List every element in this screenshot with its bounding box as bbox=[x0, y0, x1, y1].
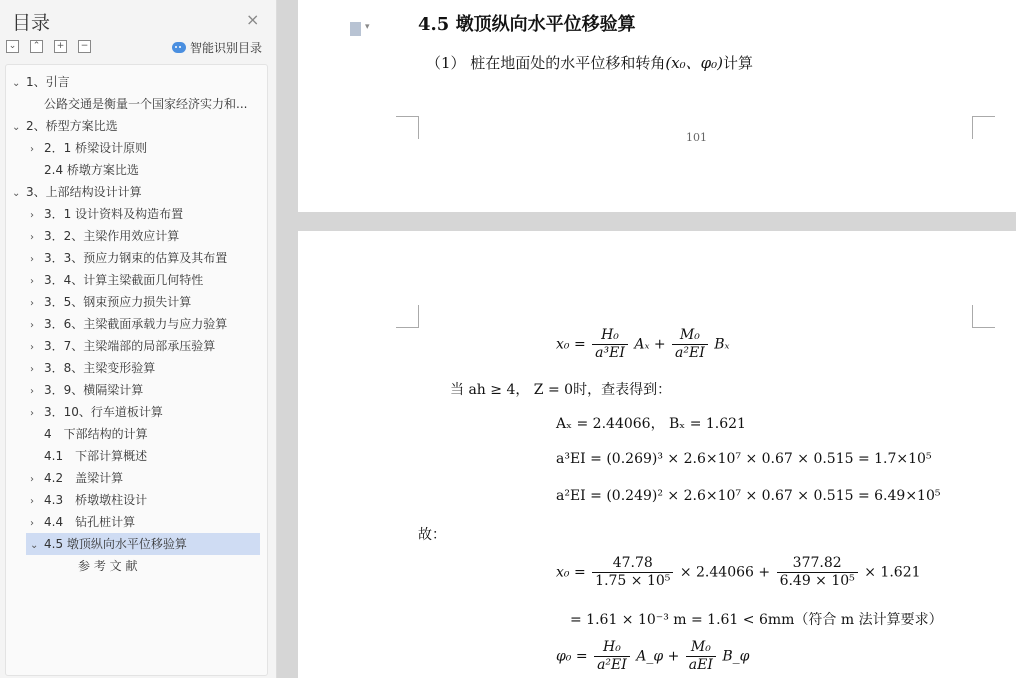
toc-item[interactable]: 4 下部结构的计算 bbox=[44, 427, 148, 441]
crop-mark bbox=[396, 116, 419, 139]
equation-x0: x₀ = $\frac{\text{H₀}}{\text{a³EI}}$ Aₓ + $\frac{\text{M₀}}{\text{a²EI}}$ Bₓ bbox=[556, 327, 730, 361]
chevron-right-icon: › bbox=[30, 298, 34, 309]
chevron-right-icon: › bbox=[30, 210, 34, 221]
crop-mark bbox=[972, 305, 995, 328]
section-heading: 4.5 墩顶纵向水平位移验算 bbox=[418, 14, 636, 35]
smart-toc-button[interactable] bbox=[172, 39, 262, 56]
page-number: 101 bbox=[686, 131, 707, 144]
toc-item[interactable]: › 3．2、主梁作用效应计算 bbox=[30, 225, 260, 247]
chevron-right-icon: › bbox=[30, 408, 34, 419]
toc-item[interactable]: 参 考 文 献 bbox=[78, 559, 138, 573]
toc-item-selected[interactable]: ⌄ 4.5 墩顶纵向水平位移验算 bbox=[26, 533, 260, 555]
toc-item[interactable]: › 3．4、计算主梁截面几何特性 bbox=[30, 269, 260, 291]
document-icon[interactable] bbox=[350, 22, 361, 36]
toc-item[interactable]: › 3．6、主梁截面承载力与应力验算 bbox=[30, 313, 260, 335]
chevron-down-icon: ⌄ bbox=[12, 78, 21, 89]
toc-item[interactable]: › 4.3 桥墩墩柱设计 bbox=[30, 489, 260, 511]
chevron-right-icon: › bbox=[30, 320, 34, 331]
crop-mark bbox=[972, 116, 995, 139]
equation-a3ei: a³EI = (0.269)³ × 2.6×10⁷ × 0.67 × 0.515 = 1.7×10⁵ bbox=[556, 451, 932, 467]
toc-item[interactable]: › 3．8、主梁变形验算 bbox=[30, 357, 260, 379]
equation-phi0: φ₀ = $\frac{\text{H₀}}{\text{a²EI}}$ A_φ + $\frac{\text{M₀}}{\text{aEI}}$ B_φ bbox=[556, 639, 750, 673]
chevron-right-icon: › bbox=[30, 254, 34, 265]
toc-item[interactable]: ⌄ 2、桥型方案比选 bbox=[12, 115, 260, 137]
chevron-down-icon: ⌄ bbox=[12, 188, 21, 199]
toc-item[interactable]: › 2．1 桥梁设计原则 bbox=[30, 137, 260, 159]
chevron-right-icon: › bbox=[30, 386, 34, 397]
add-heading-icon[interactable]: + bbox=[54, 40, 67, 53]
chevron-down-icon: ⌄ bbox=[12, 122, 21, 133]
therefore-label: 故： bbox=[418, 527, 446, 543]
toc-item[interactable]: ⌄ 1、引言 bbox=[12, 71, 260, 93]
toc-title: 目录 bbox=[12, 12, 51, 34]
smart-toc-label: 智能识别目录 bbox=[190, 41, 263, 55]
subsection-heading: （1） 桩在地面处的水平位移和转角(x₀、φ₀)计算 bbox=[426, 54, 754, 72]
toc-item[interactable]: › 3．1 设计资料及构造布置 bbox=[30, 203, 260, 225]
chevron-down-icon: ⌄ bbox=[30, 540, 39, 551]
document-area bbox=[298, 0, 1016, 678]
toc-item[interactable]: › 3．7、主梁端部的局部承压验算 bbox=[30, 335, 260, 357]
chevron-right-icon: › bbox=[30, 276, 34, 287]
toc-item[interactable]: 公路交通是衡量一个国家经济实力和... bbox=[44, 97, 248, 111]
condition-text: 当 ah ≥ 4， Z = 0时，查表得到： bbox=[450, 382, 672, 398]
chevron-right-icon: › bbox=[30, 364, 34, 375]
expand-up-icon[interactable]: ⌃ bbox=[30, 40, 43, 53]
toc-item[interactable]: › 4.4 钻孔桩计算 bbox=[30, 511, 260, 533]
close-icon[interactable]: × bbox=[246, 10, 260, 29]
equation-ax-bx: Aₓ = 2.44066， Bₓ = 1.621 bbox=[556, 416, 746, 432]
toc-item[interactable]: › 3．10、行车道板计算 bbox=[30, 401, 260, 423]
toc-tree bbox=[5, 64, 268, 676]
equation-a2ei: a²EI = (0.249)² × 2.6×10⁷ × 0.67 × 0.515 = 6.49×10⁵ bbox=[556, 488, 941, 504]
chevron-right-icon: › bbox=[30, 518, 34, 529]
equation-x0-result: = 1.61 × 10⁻³ m = 1.61 < 6mm（符合 m 法计算要求） bbox=[570, 612, 943, 628]
collapse-all-icon[interactable]: ⌄ bbox=[6, 40, 19, 53]
chevron-right-icon: › bbox=[30, 496, 34, 507]
remove-heading-icon[interactable]: − bbox=[78, 40, 91, 53]
equation-x0-values: x₀ = $\frac{47.78}{\text{1.75 × 10⁵}}$ × 2.44066 + $\frac{377.82}{\text{6.49 × 10⁵}}$ × 1.621 bbox=[556, 555, 921, 589]
toc-item[interactable]: › 4.2 盖梁计算 bbox=[30, 467, 260, 489]
crop-mark bbox=[396, 305, 419, 328]
chevron-right-icon: › bbox=[30, 144, 34, 155]
toc-item[interactable]: ⌄ 3、上部结构设计计算 bbox=[12, 181, 260, 203]
toc-item[interactable]: › 3．9、横隔梁计算 bbox=[30, 379, 260, 401]
toc-item[interactable]: 4.1 下部计算概述 bbox=[44, 449, 148, 463]
toc-item[interactable]: › 3．5、钢束预应力损失计算 bbox=[30, 291, 260, 313]
chevron-right-icon: › bbox=[30, 342, 34, 353]
page-101 bbox=[298, 0, 1016, 212]
page-102 bbox=[298, 231, 1016, 678]
smart-ai-icon bbox=[172, 42, 186, 53]
chevron-right-icon: › bbox=[30, 474, 34, 485]
toc-item[interactable]: › 3．3、预应力钢束的估算及其布置 bbox=[30, 247, 260, 269]
toc-sidebar bbox=[0, 0, 277, 678]
chevron-right-icon: › bbox=[30, 232, 34, 243]
toc-item[interactable]: 2.4 桥墩方案比选 bbox=[44, 163, 139, 177]
